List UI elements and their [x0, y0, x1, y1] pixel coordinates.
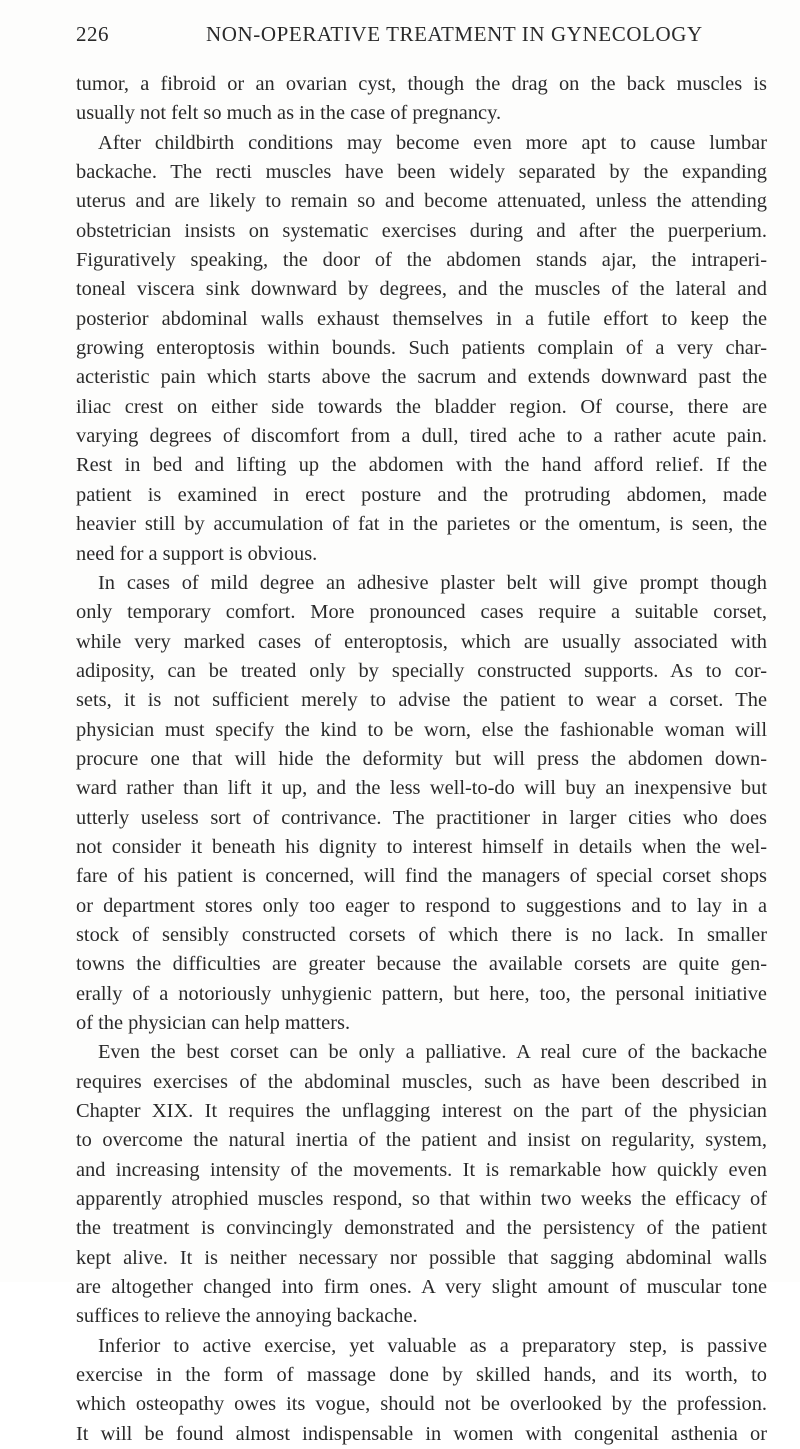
text-line: apparently atrophied muscles respond, so that within two weeks the efficacy of — [76, 1188, 767, 1211]
text-line: uterus and are likely to remain so and become attenuated, unless the attending — [76, 190, 767, 213]
text-line: procure one that will hide the deformity but will press the abdomen down- — [76, 747, 767, 770]
text-line: requires exercises of the abdominal muscles, such as have been described in — [76, 1070, 767, 1093]
text-line: backache. The recti muscles have been widely separated by the expanding — [76, 161, 767, 184]
text-line: while very marked cases of enteroptosis, which are usually associated with — [76, 630, 767, 653]
text-line: exercise in the form of massage done by skilled hands, and its worth, to — [76, 1364, 767, 1387]
text-line: toneal viscera sink downward by degrees, and the muscles of the lateral and — [76, 278, 767, 301]
paragraph-start-line: Inferior to active exercise, yet valuable as a preparatory step, is passive — [98, 1334, 767, 1357]
text-line: Chapter XIX. It requires the unflagging interest on the part of the physician — [76, 1100, 767, 1123]
text-line: It will be found almost indispensable in women with congenital asthenia or — [76, 1422, 767, 1445]
text-line: are altogether changed into firm ones. A very slight amount of muscular tone — [76, 1276, 767, 1299]
running-title: NON-OPERATIVE TREATMENT IN GYNECOLOGY — [206, 22, 703, 46]
text-line: heavier still by accumulation of fat in the parietes or the omentum, is seen, the — [76, 513, 767, 536]
text-line: Rest in bed and lifting up the abdomen with the hand afford relief. If the — [76, 454, 767, 477]
paragraph-start-line: Even the best corset can be only a palliative. A real cure of the backache — [98, 1041, 767, 1064]
text-line: and increasing intensity of the movements. It is remarkable how quickly even — [76, 1158, 767, 1181]
text-line: obstetrician insists on systematic exercises during and after the puerperium. — [76, 219, 767, 242]
text-line: iliac crest on either side towards the bladder region. Of course, there are — [76, 395, 767, 418]
page-number: 226 — [76, 22, 109, 46]
text-line: tumor, a fibroid or an ovarian cyst, though the drag on the back muscles is — [76, 73, 767, 95]
text-line: fare of his patient is concerned, will find the managers of special corset shops — [76, 865, 767, 888]
paragraph-start-line: After childbirth conditions may become even more apt to cause lumbar — [98, 131, 767, 154]
text-line: patient is examined in erect posture and the protruding abdomen, made — [76, 483, 767, 506]
text-line: adiposity, can be treated only by specially constructed supports. As to cor- — [76, 659, 767, 682]
running-header — [76, 22, 766, 52]
text-line: not consider it beneath his dignity to interest himself in details when the wel- — [76, 835, 767, 858]
body-text — [76, 70, 767, 1449]
text-line: the treatment is convincingly demonstrated and the persistency of the patient — [76, 1217, 767, 1240]
text-line: to overcome the natural inertia of the patient and insist on regularity, system, — [76, 1129, 767, 1152]
text-line: of the physician can help matters. — [76, 1012, 351, 1034]
text-line: varying degrees of discomfort from a dull, tired ache to a rather acute pain. — [76, 425, 767, 448]
text-line: which osteopathy owes its vogue, should not be overlooked by the profession. — [76, 1393, 767, 1416]
text-line: usually not felt so much as in the case of pregnancy. — [76, 102, 502, 125]
text-line: utterly useless sort of contrivance. The practitioner in larger cities who does — [76, 806, 767, 829]
text-line: ward rather than lift it up, and the less well-to-do will buy an inexpensive but — [76, 777, 767, 800]
text-line: erally of a notoriously unhygienic pattern, but here, too, the personal initiative — [76, 982, 767, 1005]
text-line: towns the difficulties are greater because the available corsets are quite gen- — [76, 953, 767, 976]
paragraph-start-line: In cases of mild degree an adhesive plaster belt will give prompt though — [98, 571, 767, 594]
text-line: kept alive. It is neither necessary nor possible that sagging abdominal walls — [76, 1246, 767, 1269]
text-line: stock of sensibly constructed corsets of which there is no lack. In smaller — [76, 923, 767, 946]
text-line: sets, it is not sufficient merely to advise the patient to wear a corset. The — [76, 689, 767, 712]
text-line: posterior abdominal walls exhaust themselves in a futile effort to keep the — [76, 307, 767, 330]
text-line: physician must specify the kind to be worn, else the fashionable woman will — [76, 718, 767, 741]
text-line: need for a support is obvious. — [76, 542, 318, 565]
text-line: Figuratively speaking, the door of the abdomen stands ajar, the intraperi- — [76, 249, 767, 272]
text-line: acteristic pain which starts above the sacrum and extends downward past the — [76, 366, 767, 389]
text-line: or department stores only too eager to respond to suggestions and to lay in a — [76, 894, 767, 917]
text-line: only temporary comfort. More pronounced cases require a suitable corset, — [76, 601, 767, 624]
text-line: growing enteroptosis within bounds. Such patients complain of a very char- — [76, 337, 767, 360]
text-line: suffices to relieve the annoying backache. — [76, 1305, 418, 1328]
